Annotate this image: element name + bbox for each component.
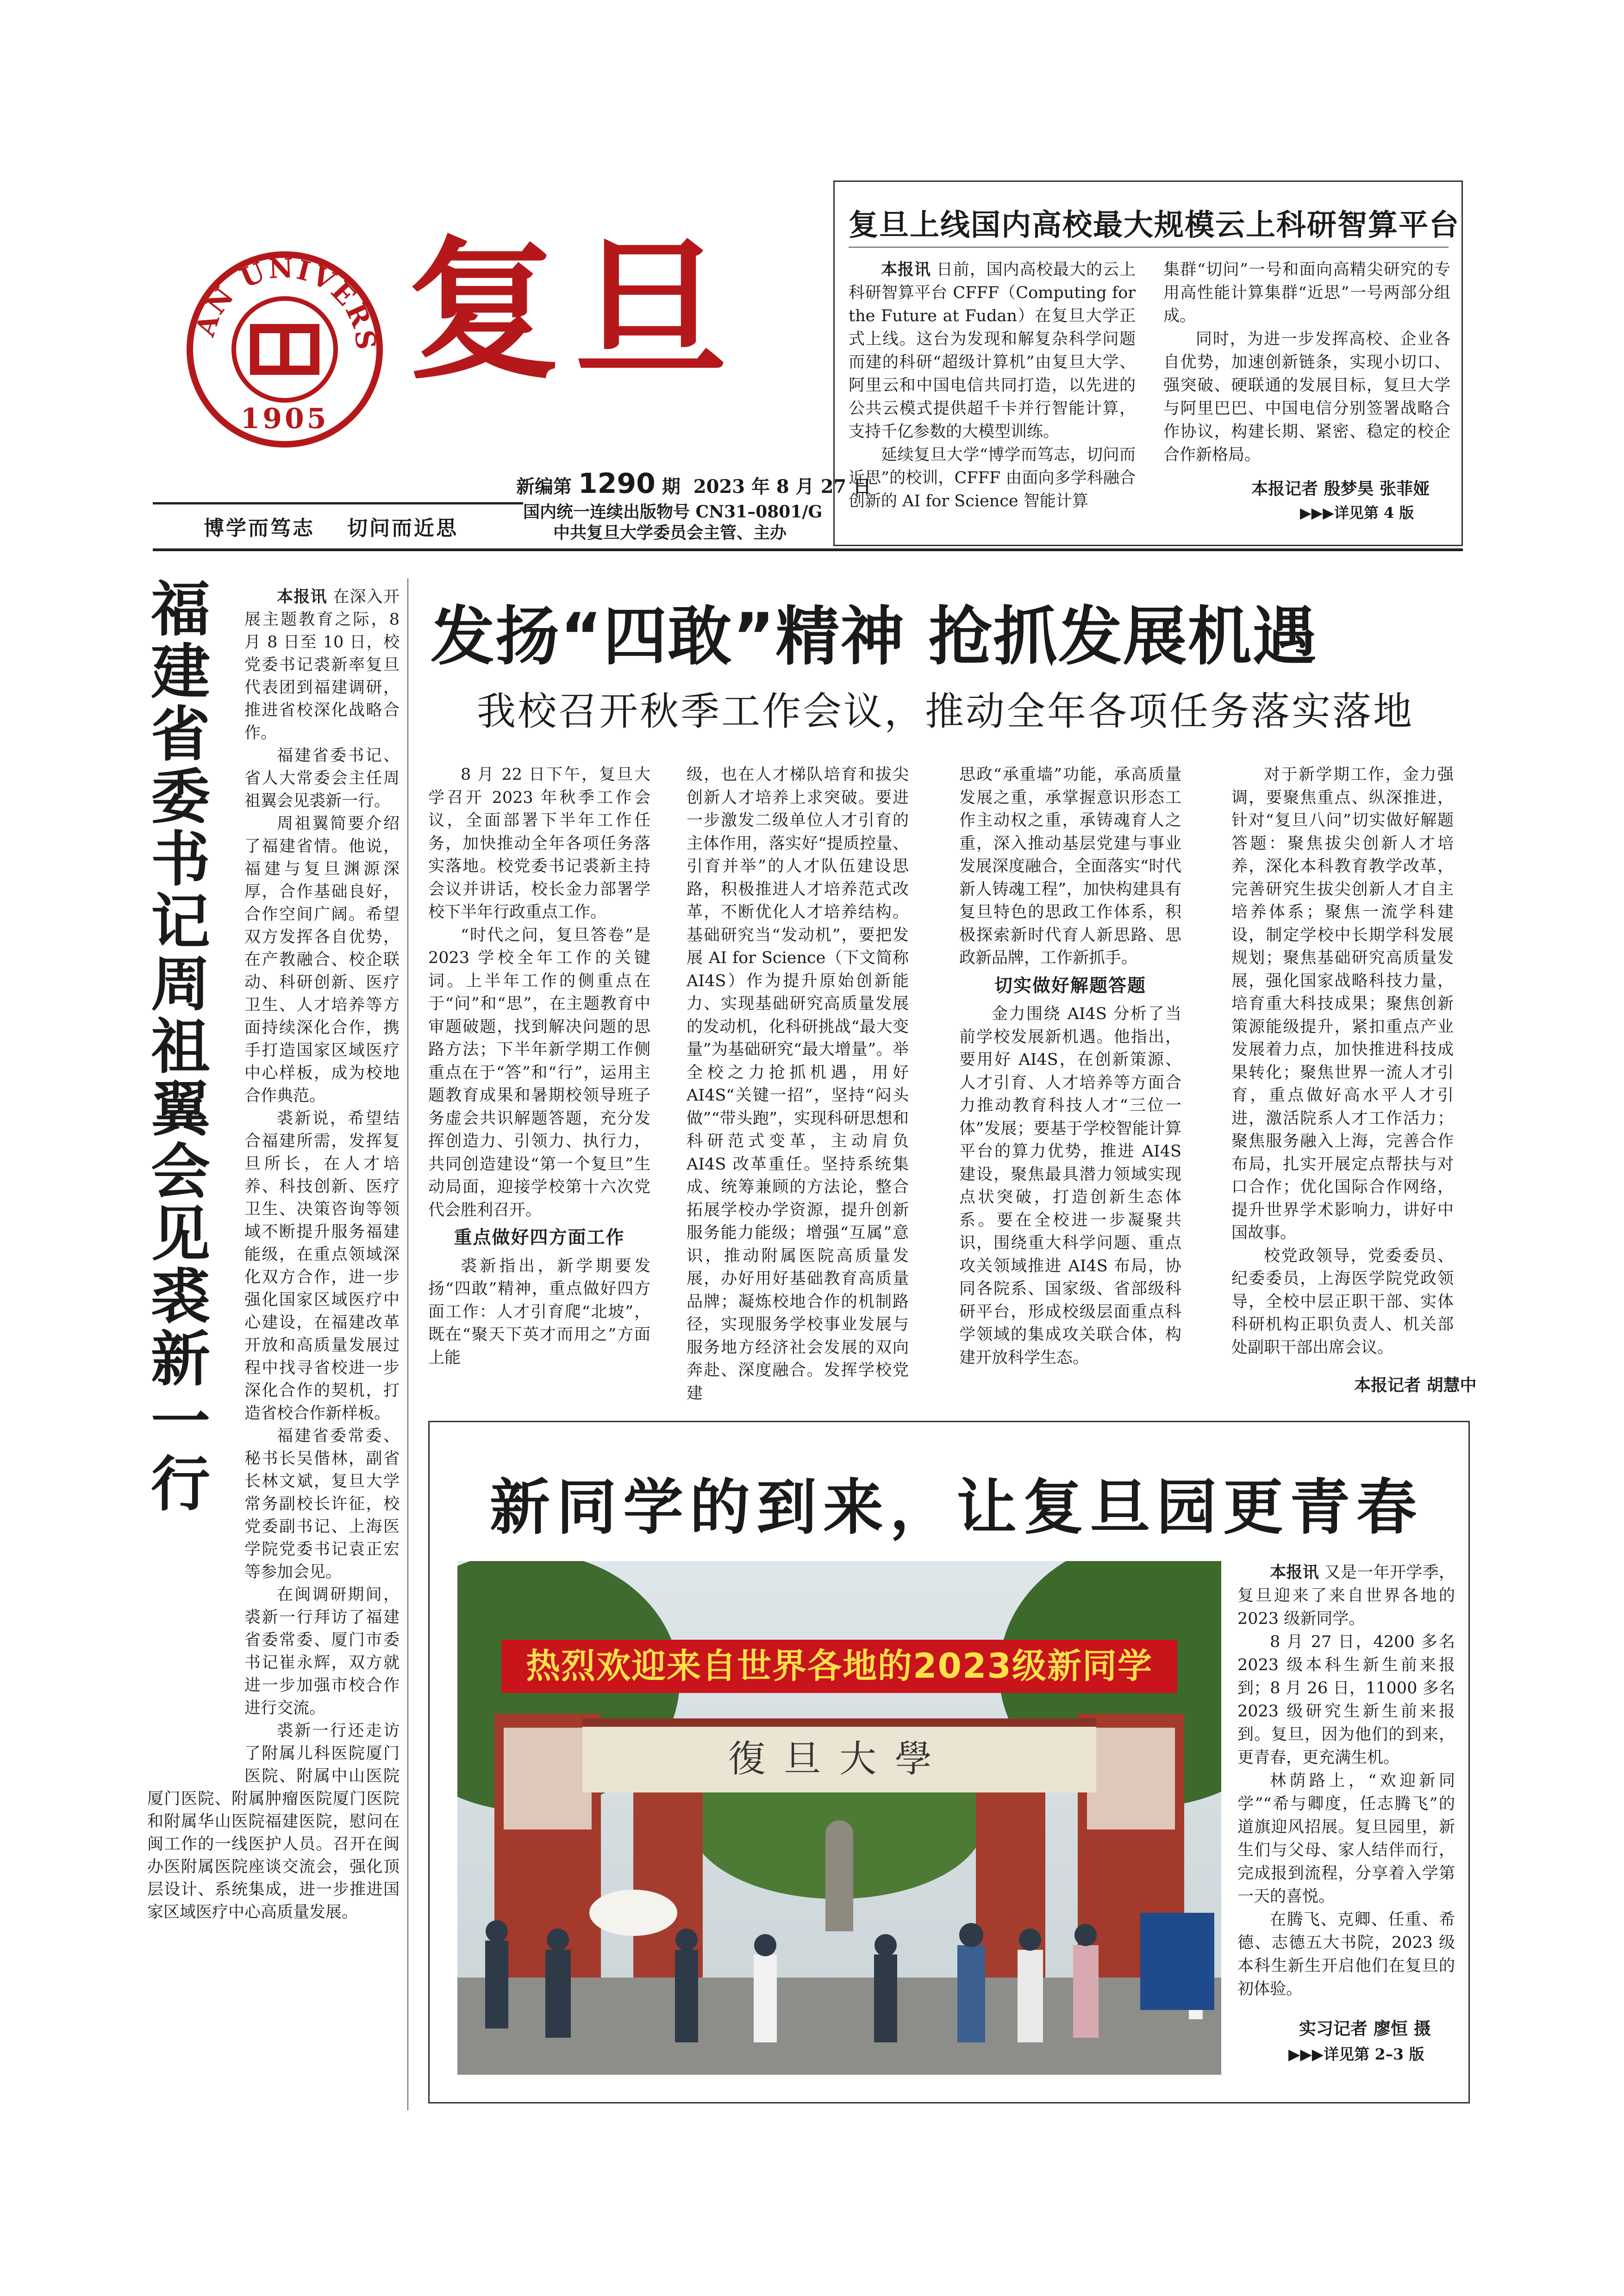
- motto-part1: 博学而笃志: [204, 516, 315, 540]
- freshman-paragraph: 林荫路上，“欢迎新同学”“希与卿度，任志腾飞”的道旗迎风招展。复旦园里，新生们与父母、家人结伴而行，完成报到流程，分享着入学第一天的喜悦。: [1237, 1772, 1455, 1906]
- cloud-platform-article: [833, 180, 1463, 546]
- main-paragraph: 裘新指出，新学期要发扬“四敢”精神，重点做好四方面工作：人才引育爬“北坡”，既在“聚天下英才而用之”方面上能: [428, 1257, 650, 1367]
- freshman-paragraph: 又是一年开学季，复旦迎来了来自世界各地的 2023 级新同学。: [1237, 1563, 1455, 1628]
- cloud-byline: 本报记者 殷梦昊 张菲娅: [1251, 479, 1430, 498]
- cloud-paragraph: 集群“切问”一号和面向高精尖研究的专用高性能计算集群“近思”一号两部分组成。: [1163, 261, 1450, 325]
- motto-rule: [153, 502, 523, 504]
- headline-spacer: [147, 585, 244, 1773]
- motto-part2: 切问而近思: [347, 516, 458, 540]
- freshman-paragraph: 在腾飞、克卿、任重、希德、志德五大书院，2023 级本科生新生开启他们在复旦的初体验。: [1237, 1910, 1455, 1998]
- freshman-paragraph: 8 月 27 日，4200 多名 2023 级本科生新生前来报到；8 月 26 日，11000 多名 2023 级研究生新生前来报到。复旦，因为他们的到来，更青春，更充满生机。: [1237, 1633, 1455, 1767]
- sponsor-line: 中共复旦大学委员会主管、主办: [553, 523, 787, 542]
- main-paragraph: 8 月 22 日下午，复旦大学召开 2023 年秋季工作会议，全面部署下半年工作任务，加快推动全年各项任务落实落地。校党委书记裘新主持会议并讲话，校长金力部署学校下半年行政重点工作。: [428, 765, 650, 921]
- cloud-divider: [849, 247, 1449, 248]
- university-seal: [185, 250, 384, 449]
- masthead-bottom-rule: [153, 548, 1463, 551]
- fujian-paragraph: 裘新说，希望结合福建所需，发挥复旦所长，在人才培养、科技创新、医疗卫生、决策咨询等领域不断提升服务福建能级，在重点领域深化双方合作，进一步强化国家区域医疗中心建设，在福建改革开放和高质量发展过程中找寻省校进一步深化合作的契机，打造省校合作新样板。: [244, 1109, 400, 1423]
- main-byline: 本报记者 胡慧中: [1354, 1375, 1477, 1395]
- main-subheadline: 我校召开秋季工作会议，推动全年各项任务落实落地: [477, 689, 1414, 734]
- issue-date: 2023 年 8 月 27 日: [693, 476, 872, 498]
- main-paragraph: “时代之问，复旦答卷”是 2023 学校全年工作的关键词。上半年工作的侧重点在于“问”和“思”，在主题教育中审题破题，找到解决问题的思路方法；下半年新学期工作侧重点在于“答”和“行”，运用主题教育成果和暑期校领导班子务虚会共识解题答题，充分发挥创造力、引领力、执行力，共同创造建设“第一个复旦”生动局面，迎接学校第十六次党代会胜利召开。: [428, 926, 650, 1220]
- freshman-lead: 本报讯: [1270, 1563, 1319, 1582]
- photo-credit: 实习记者 廖恒 摄: [1299, 2018, 1431, 2039]
- masthead-title: 复旦: [407, 220, 741, 400]
- fujian-paragraph: 在深入开展主题教育之际，8 月 8 日至 10 日，校党委书记裘新率复旦代表团到福建调研，推进省校深化战略合作。: [244, 588, 400, 742]
- freshman-headline: 新同学的到来，让复旦园更青春: [490, 1472, 1424, 1543]
- section-heading: 重点做好四方面工作: [454, 1227, 625, 1248]
- cloud-paragraph: 延续复旦大学“博学而笃志，切问而近思”的校训，CFFF 由面向多学科融合创新的 AI for Science 智能计算: [849, 446, 1136, 510]
- cloud-continued-link[interactable]: ▶▶▶详见第 4 版: [1300, 504, 1414, 522]
- fujian-paragraph: 在闽调研期间，裘新一行拜访了福建省委常委、厦门市委书记崔永辉，双方就进一步加强市校合作进行交流。: [244, 1586, 400, 1717]
- cloud-column-2: [1163, 258, 1450, 467]
- fujian-lead: 本报讯: [277, 587, 327, 606]
- seal-year: 1905: [240, 403, 329, 435]
- fujian-paragraph: 周祖翼简要介绍了福建省情。他说，福建与复旦渊源深厚，合作基础良好，合作空间广阔。希望双方发挥各自优势，在产教融合、校企联动、科研创新、医疗卫生、人才培养等方面持续深化合作，携手打造国家区域医疗中心样板，成为校地合作典范。: [244, 815, 400, 1105]
- cloud-paragraph: 同时，为进一步发挥高校、企业各自优势，加速创新链条，实现小切口、强突破、硬联通的发展目标，复旦大学与阿里巴巴、中国电信分别签署战略合作协议，构建长期、紧密、稳定的校企合作新格局。: [1163, 330, 1450, 464]
- freshman-continued-link[interactable]: ▶▶▶详见第 2–3 版: [1288, 2045, 1424, 2063]
- main-paragraph: 思政“承重墙”功能，承高质量发展之重，承掌握意识形态工作主动权之重，承铸魂育人之重，深入推动基层党建与事业发展深度融合，全面落实“时代新人铸魂工程”，加快构建具有复旦特色的思政工作体系，积极探索新时代育人新思路、思政新品牌，工作新抓手。: [959, 765, 1181, 967]
- cloud-lead: 本报讯: [881, 260, 931, 279]
- main-column-4: [1231, 764, 1454, 1359]
- photo-gate-text: 復旦大學: [728, 1737, 950, 1780]
- seal-text: AN UNIVERS: [189, 252, 382, 353]
- fujian-paragraph: 福建省委常委、秘书长吴偕林，副省长林文斌，复旦大学常务副校长许征，校党委副书记、上海医学院党委书记袁正宏等参加会见。: [244, 1427, 400, 1581]
- main-paragraph: 对于新学期工作，金力强调，要聚焦重点、纵深推进，针对“复旦八问”切实做好解题答题：聚焦拔尖创新人才培养，深化本科教育教学改革，完善研究生拔尖创新人才自主培养体系；聚焦一流学科建设，制定学校中长期学科发展规划；聚焦基础研究高质量发展，强化国家战略科技力量，培育重大科技成果；聚焦创新策源能级提升，紧扣重点产业发展着力点，加快推进科技成果转化；聚焦世界一流人才引育，重点做好高水平人才引进，激活院系人才工作活力；聚焦服务融入上海，完善合作布局，扎实开展定点帮扶与对口合作；优化国际合作网络，提升世界学术影响力，讲好中国故事。: [1231, 765, 1454, 1242]
- fujian-article-body: [147, 585, 400, 1924]
- issue-suffix: 期: [662, 476, 681, 498]
- issue-number: 1290: [578, 467, 656, 500]
- campus-gate-photo: [457, 1561, 1221, 2075]
- main-column-2: [687, 764, 909, 1405]
- main-column-1: [428, 764, 650, 1369]
- fujian-headline: 福建省委书记周祖翼会见裘新一行: [150, 575, 210, 1519]
- main-column-3: [959, 764, 1181, 1369]
- section-heading: 切实做好解题答题: [994, 975, 1146, 996]
- freshman-article: [428, 1421, 1470, 2103]
- main-paragraph: 校党政领导，党委委员、纪委委员，上海医学院党政领导，全校中层正职干部、实体科研机构正职负责人、机关部处副职干部出席会议。: [1231, 1246, 1454, 1357]
- cloud-column-1: [849, 258, 1136, 513]
- photo-banner-text: 热烈欢迎来自世界各地的2023级新同学: [526, 1646, 1153, 1686]
- cloud-headline: 复旦上线国内高校最大规模云上科研智算平台: [849, 208, 1460, 243]
- main-headline: 发扬“四敢”精神 抢抓发展机遇: [431, 599, 1318, 674]
- fujian-paragraph: 裘新一行还走访了附属儿科医院厦门医院、附属中山医院厦门医院、附属肿瘤医院厦门医院和附属华山医院福建医院，慰问在闽工作的一线医护人员。召开在闽办医附属医院座谈交流会，强化顶层设计、系统集成，进一步推进国家区域医疗中心高质量发展。: [147, 1722, 400, 1922]
- cn-number: 国内统一连续出版物号 CN31–0801/G: [523, 502, 823, 522]
- column-divider: [407, 579, 408, 2110]
- issue-line: [516, 467, 871, 500]
- issue-prefix: 新编第: [516, 476, 572, 498]
- fujian-paragraph: 福建省委书记、省人大常委会主任周祖翼会见裘新一行。: [244, 747, 400, 810]
- freshman-text: [1237, 1561, 1455, 2001]
- cloud-paragraph: 日前，国内高校最大的云上科研智算平台 CFFF（Computing for the Future at Fudan）在复旦大学正式上线。这台为发现和解复杂科学问题而建的科研“超级计算机”由复旦大学、阿里云和中国电信共同打造，以先进的公共云模式提供超千卡并行智能计算，支持千亿参数的大模型训练。: [849, 261, 1136, 441]
- motto: [204, 511, 458, 541]
- main-paragraph: 金力围绕 AI4S 分析了当前学校发展新机遇。他指出，要用好 AI4S，在创新策源、人才引育、人才培养等方面合力推动教育科技人才“三位一体”发展；要基于学校智能计算平台的算力优势，推进 AI4S 建设，聚焦最具潜力领域实现点状突破，打造创新生态体系。要在全校进一步凝聚共识，围绕重大科学问题、重点攻关领域推进 AI4S 布局，协同各院系、国家级、省部级科研平台，形成校级层面重点科学领域的集成攻关联合体，构建开放科学生态。: [959, 1005, 1181, 1367]
- main-paragraph: 级，也在人才梯队培育和拔尖创新人才培养上求突破。要进一步激发二级单位人才引育的主体作用，落实好“提质控量、引育并举”的人才队伍建设思路，积极推进人才培养范式改革，不断优化人才培养结构。基础研究当“发动机”，要把发展 AI for Science（下文简称 AI4S）作为提升原始创新能力、实现基础研究高质量发展的发动机，化科研挑战“最大变量”为基础研究“最大增量”。举全校之力抢抓机遇，用好 AI4S“关键一招”，坚持“闷头做”“带头跑”，实现科研思想和科研范式变革，主动肩负 AI4S 改革重任。坚持系统集成、统筹兼顾的方法论，整合拓展学校办学资源，提升创新服务能力能级；增强“互属”意识，推动附属医院高质量发展，办好用好基础教育高质量品牌；凝炼校地合作的机制路径，实现服务学校事业发展与服务地方经济社会发展的双向奔赴、深度融合。发挥学校党建: [687, 765, 909, 1403]
